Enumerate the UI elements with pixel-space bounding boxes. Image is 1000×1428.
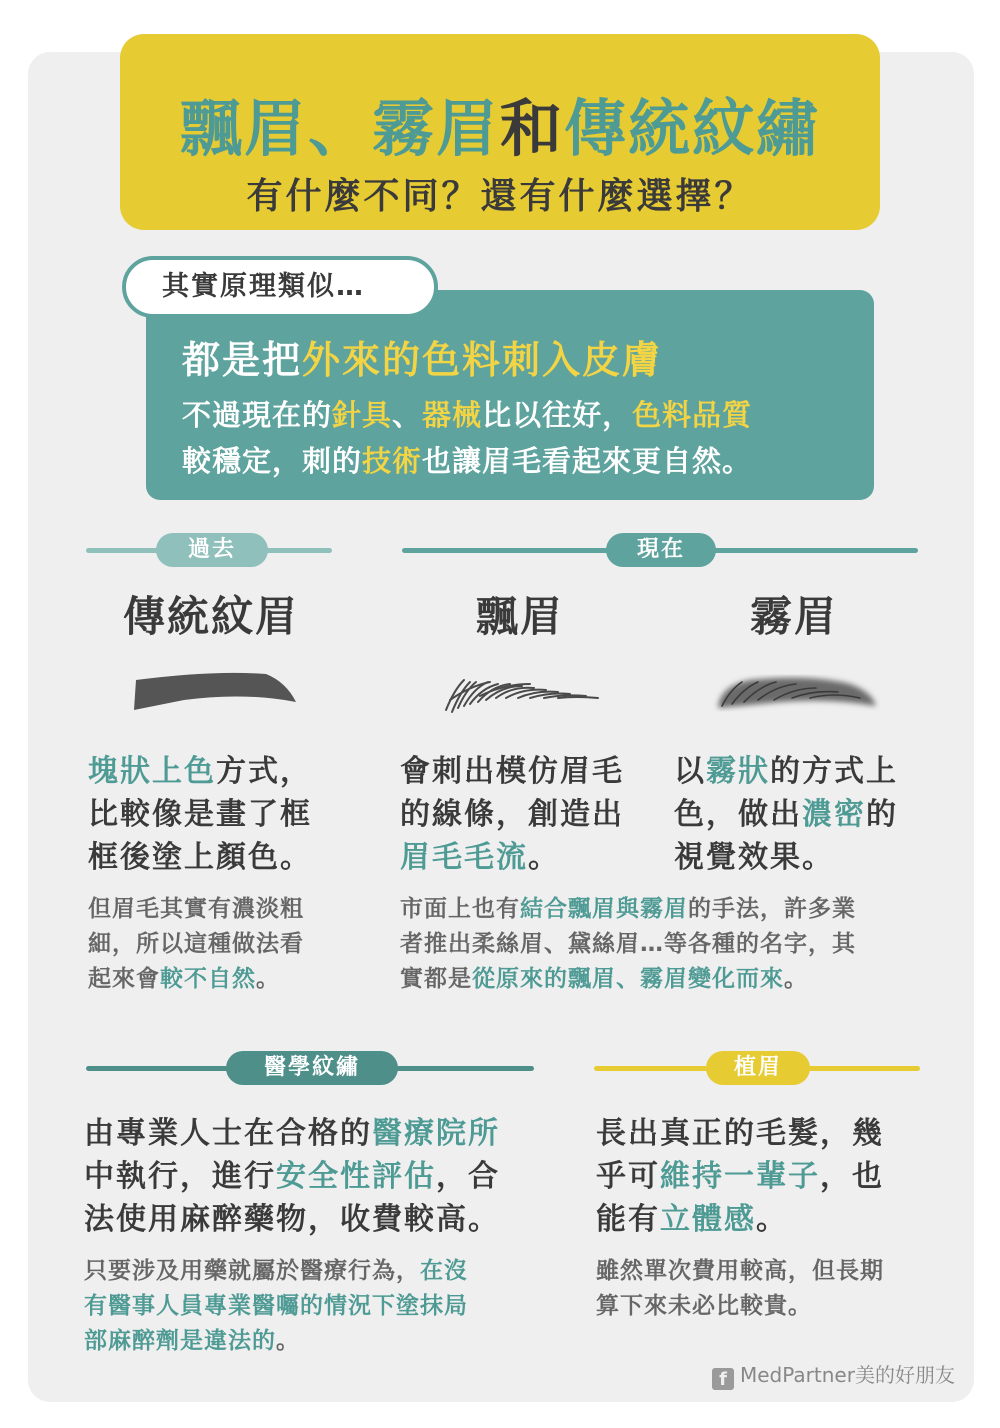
medical-note: 只要涉及用藥就屬於醫療行為，在沒 有醫事人員專業醫囑的情況下塗抹局 部麻醉劑是違法的。: [84, 1258, 468, 1354]
traditional-brow-illustration: [124, 668, 304, 718]
title-part-and: 和: [499, 92, 564, 165]
implant-description: 長出真正的毛髮，幾 乎可維持一輩子，也 能有立體感。: [596, 1116, 884, 1237]
intro-line-2: 不過現在的針具、器械比以往好，色料品質 較穩定，刺的技術也讓眉毛看起來更自然。: [182, 398, 753, 478]
now-note: 市面上也有結合飄眉與霧眉的手法，許多業 者推出柔絲眉、黛絲眉…等各種的名字，其 實都是從原來的飄眉、霧眉變化而來。: [400, 896, 856, 992]
mist-brow-illustration: [710, 668, 880, 720]
now-tag: 現在: [606, 533, 716, 567]
feather-brow-illustration: [440, 670, 610, 720]
facebook-icon[interactable]: f: [712, 1368, 734, 1390]
feather-description: 會刺出模仿眉毛 的線條，創造出 眉毛毛流。: [400, 754, 624, 875]
intro-pill-label: 其實原理類似…: [122, 256, 438, 318]
implant-note: 雖然單次費用較高，但長期 算下來未必比較貴。: [596, 1258, 884, 1319]
title-part-traditional: 傳統紋繡: [564, 92, 821, 165]
traditional-description: 塊狀上色方式， 比較像是畫了框 框後塗上顏色。: [88, 754, 312, 875]
mist-description: 以霧狀的方式上 色，做出濃密的 視覺效果。: [674, 754, 898, 875]
page-subtitle: 有什麼不同？還有什麼選擇？: [246, 176, 754, 217]
traditional-heading: 傳統紋眉: [122, 592, 299, 641]
implant-tag: 植眉: [706, 1051, 810, 1085]
feather-heading: 飄眉: [475, 592, 564, 641]
footer-text: MedPartner美的好朋友: [740, 1363, 955, 1387]
medical-description: 由專業人士在合格的醫療院所 中執行，進行安全性評估，合 法使用麻醉藥物，收費較高。: [84, 1116, 500, 1237]
footer-credit: [712, 1363, 955, 1390]
traditional-note: 但眉毛其實有濃淡粗 細，所以這種做法看 起來會較不自然。: [88, 896, 304, 992]
past-tag: 過去: [156, 533, 268, 567]
page-title: [120, 92, 880, 166]
intro-box: [146, 290, 874, 500]
title-part-feather-mist: 飄眉、霧眉: [179, 92, 500, 165]
intro-line-1: 都是把外來的色料刺入皮膚: [182, 338, 663, 382]
medical-tag: 醫學紋繡: [226, 1051, 398, 1085]
title-banner: [120, 34, 880, 230]
mist-heading: 霧眉: [749, 592, 838, 641]
